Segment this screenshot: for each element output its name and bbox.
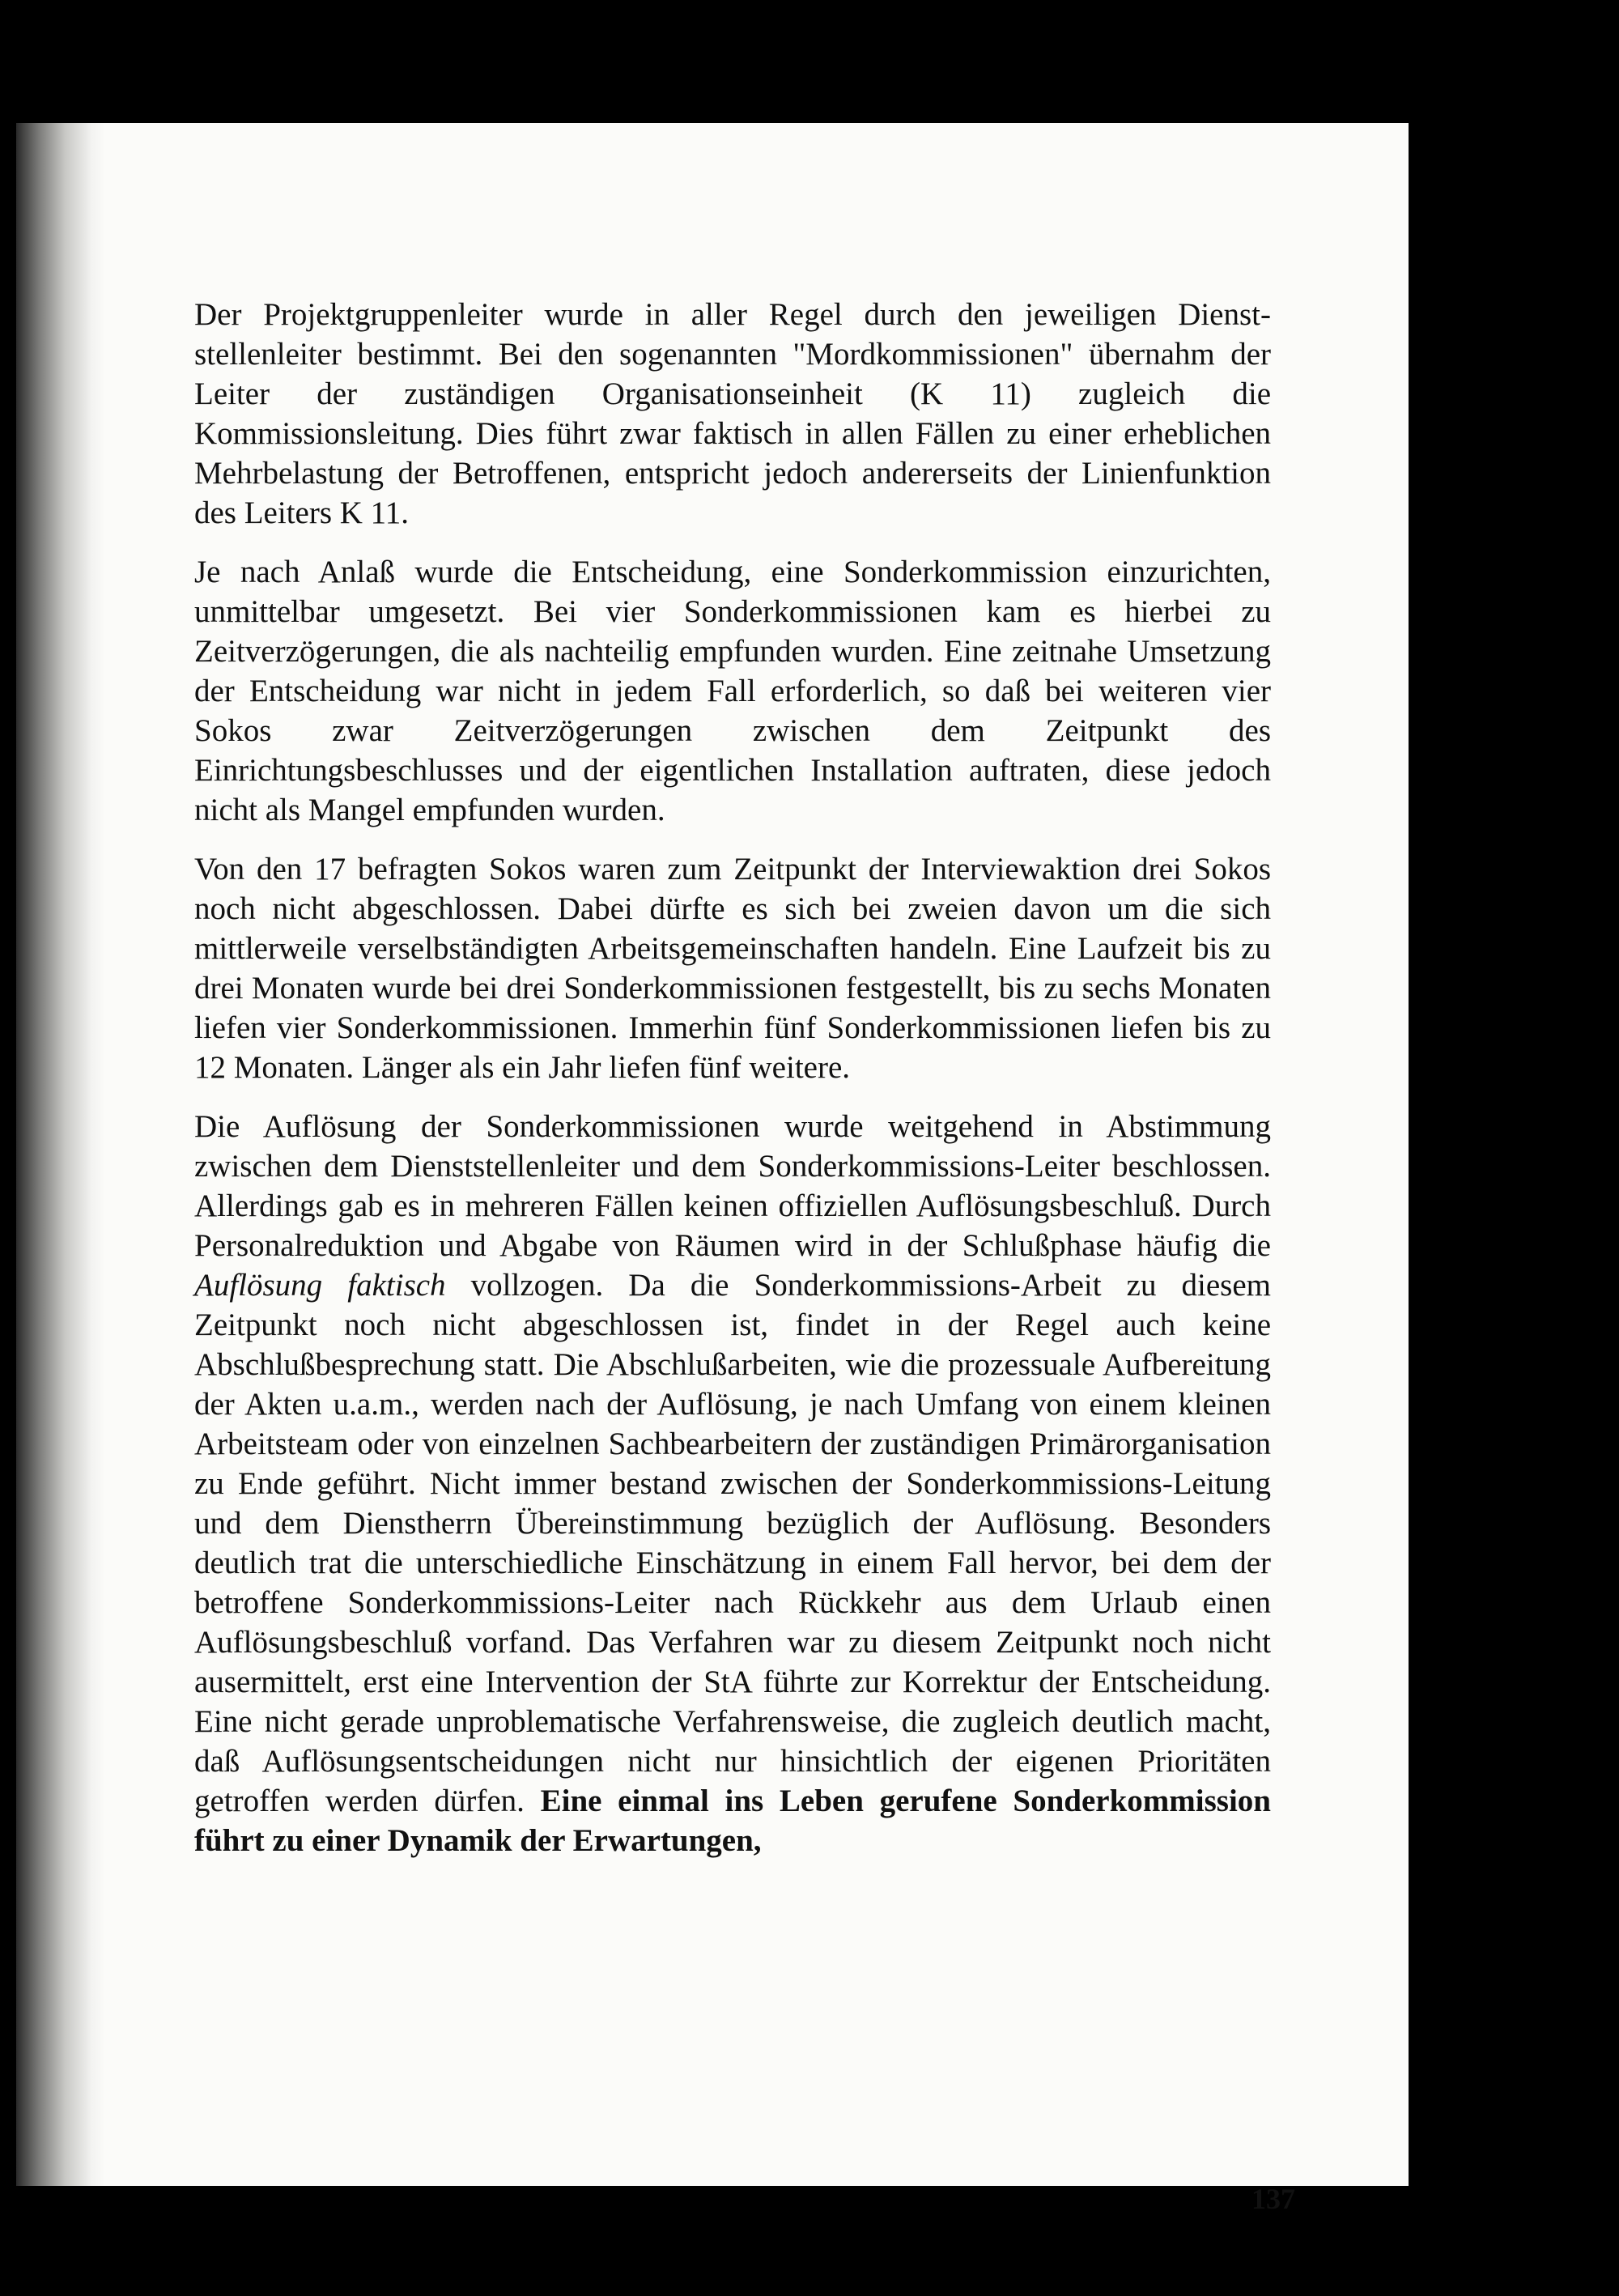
paragraph-2: Je nach Anlaß wurde die Entscheidung, eine Sonderkommission einzurichten, unmittelbar umgesetzt. Bei vier Sonderkommissionen kam es hierbei zu Zeitverzögerungen, die als nachteilig empfunden wurden. Eine zeitnahe Umsetzung der Entscheidung war nicht in jedem Fall erforderlich, so daß bei weiteren vier Sokos zwar Zeitverzögerungen zwischen dem Zeitpunkt des Einrichtungsbeschlusses und der eigentlichen Installation auftraten, diese jedoch nicht als Mangel empfunden wurden. — [194, 555, 1271, 827]
paragraph-3: Von den 17 befragten Sokos waren zum Zeitpunkt der Interviewaktion drei Sokos noch nicht abgeschlossen. Dabei dürfte es sich bei zweien davon um die sich mittlerweile verselbständigten Arbeitsgemeinschaften handeln. Eine Laufzeit bis zu drei Monaten wurde bei drei Sonderkommissionen festgestellt, bis zu sechs Monaten liefen vier Sonderkommissionen. Immerhin fünf Sonderkommissionen liefen bis zu 12 Monaten. Länger als ein Jahr liefen fünf weitere. — [194, 852, 1271, 1085]
paragraph-4-italic: Auflösung faktisch — [194, 1268, 446, 1303]
book-page — [16, 123, 1409, 2215]
paragraph-4-text-b: vollzogen. Da die Sonderkommissions-Arbeit zu diesem Zeitpunkt noch nicht abgeschlossen ist, findet in der Regel auch keine Abschlußbesprechung statt. Die Abschlußarbeiten, wie die prozessuale Aufbereitung der Akten u.a.m., werden nach der Auflösung, je nach Umfang von einem kleinen Arbeitsteam oder von einzelnen Sachbearbeitern der zuständigen Primärorganisation zu Ende geführt. Nicht immer bestand zwischen der Sonderkommissions-Leitung und dem Dienstherrn Übereinstimmung bezüglich der Auflösung. Besonders deutlich trat die unterschiedliche Einschätzung in einem Fall hervor, bei dem der betroffene Sonderkommissions-Leiter nach Rückkehr aus dem Urlaub einen Auflösungsbeschluß vorfand. Das Verfahren war zu diesem Zeitpunkt noch nicht ausermittelt, erst eine Intervention der StA führte zur Korrektur der Entscheidung. Eine nicht gerade unproblematische Verfahrensweise, die zugleich deutlich macht, daß Auflösungsentscheidungen nicht nur hinsichtlich der eigenen Prioritäten getroffen werden dürfen. — [194, 1268, 1271, 1818]
paragraph-4-bold: Eine einmal ins Leben gerufene Sonderkommission führt zu einer Dynamik der Erwartungen, — [194, 1784, 1271, 1858]
body-text — [194, 295, 1271, 1880]
page-number: 137 — [1251, 2183, 1295, 2215]
paragraph-1: Der Projektgruppenleiter wurde in aller Regel durch den jeweiligen Dienststellenleiter bestimmt. Bei den sogenannten "Mordkommissionen" übernahm der Leiter der zuständigen Organisationseinheit (K 11) zugleich die Kommissionsleitung. Dies führt zwar faktisch in allen Fällen zu einer erheblichen Mehrbelastung der Betroffenen, entspricht jedoch andererseits der Linienfunktion des Leiters K 11. — [194, 297, 1271, 530]
paragraph-4-text-a: Die Auflösung der Sonderkommissionen wurde weitgehend in Abstimmung zwischen dem Dienststellenleiter und dem Sonderkommissions-Leiter beschlossen. Allerdings gab es in mehreren Fällen keinen offiziellen Auflösungsbeschluß. Durch Personalreduktion und Abgabe von Räumen wird in der Schlußphase häufig die — [194, 1109, 1271, 1263]
binding-shadow — [16, 123, 105, 2186]
paragraph-4 — [194, 1107, 1271, 1860]
